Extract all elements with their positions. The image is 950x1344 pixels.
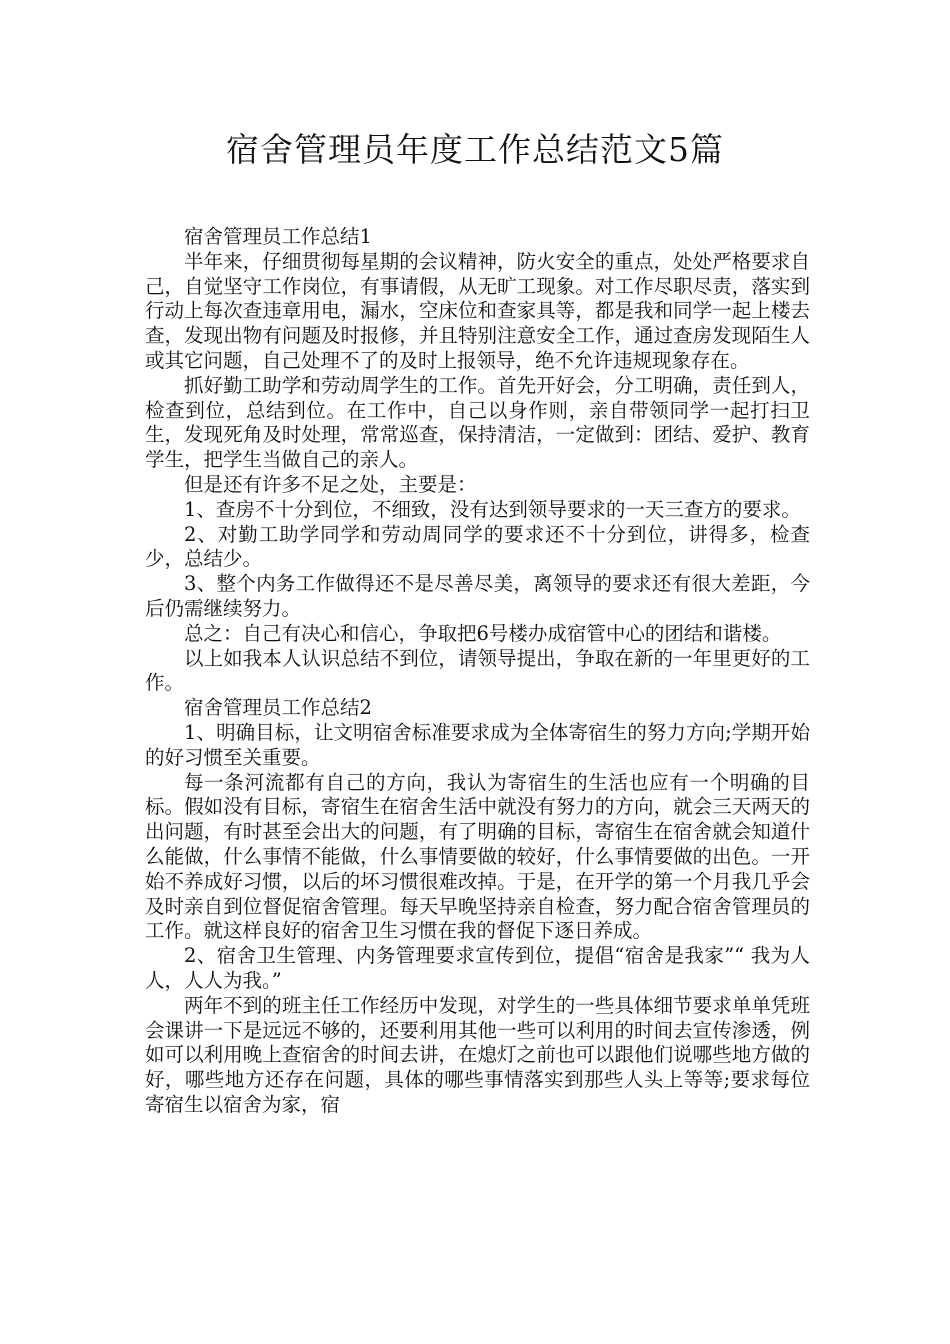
list-item: 1、查房不十分到位，不细致，没有达到领导要求的一天三查方的要求。 [184,497,801,521]
paragraph: 两年不到的班主任工作经历中发现，对学生的一些具体细节要求单单凭班会课讲一下是远远不够的，还要利用其他一些可以利用的时间去宣传渗透，例如可以利用晚上查宿舍的时间去讲，在熄灯之前也可以跟他们说哪些地方做的好，哪些地方还存在问题，具体的哪些事情落实到那些人头上等等;要求每位寄宿生以宿舍为家，宿 [145,993,810,1116]
document-title: 宿舍管理员年度工作总结范文5篇 [226,130,724,169]
paragraph: 抓好勤工助学和劳动周学生的工作。首先开好会，分工明确，责任到人，检查到位，总结到位。在工作中，自己以身作则，亲自带领同学一起打扫卫生，发现死角及时处理，常常巡查，保持清洁，一定做到：团结、爱护、教育学生，把学生当做自己的亲人。 [145,373,810,472]
paragraph: 每一条河流都有自己的方向，我认为寄宿生的生活也应有一个明确的目标。假如没有目标，寄宿生在宿舍生活中就没有努力的方向，就会三天两天的出问题，有时甚至会出大的问题，有了明确的目标，寄宿生在宿舍就会知道什么能做，什么事情不能做，什么事情要做的较好，什么事情要做的出色。一开始不养成好习惯，以后的坏习惯很难改掉。于是，在开学的第一个月我几乎会及时亲自到位督促宿舍管理。每天早晚坚持亲自检查，努力配合宿舍管理员的工作。就这样良好的宿舍卫生习惯在我的督促下逐日养成。 [145,770,810,943]
list-item: 2、宿舍卫生管理、内务管理要求宣传到位，提倡“宿舍是我家”“ 我为人人，人人为我。” [145,944,810,992]
section-heading-1: 宿舍管理员工作总结1 [184,225,372,248]
list-item: 1、明确目标，让文明宿舍标准要求成为全体寄宿生的努力方向;学期开始的好习惯至关重要。 [145,720,810,769]
list-item: 3、整个内务工作做得还不是尽善尽美，离领导的要求还有很大差距，今后仍需继续努力。 [145,572,810,620]
paragraph: 但是还有许多不足之处，主要是： [184,472,477,496]
paragraph: 半年来，仔细贯彻每星期的会议精神，防火安全的重点，处处严格要求自己，自觉坚守工作岗位，有事请假，从无旷工现象。对工作尽职尽责，落实到行动上每次查违章用电，漏水，空床位和查家具等，都是我和同学一起上楼去查，发现出物有问题及时报修，并且特别注意安全工作，通过查房发现陌生人或其它问题，自己处理不了的及时上报领导，绝不允许违规现象存在。 [145,249,810,372]
document-body [145,225,810,1118]
paragraph: 总之：自己有决心和信心，争取把6号楼办成宿管中心的团结和谐楼。 [184,621,782,645]
section-heading-2: 宿舍管理员工作总结2 [184,696,372,720]
list-item: 2、对勤工助学同学和劳动周同学的要求还不十分到位，讲得多，检查少，总结少。 [145,522,810,571]
paragraph: 以上如我本人认识总结不到位，请领导提出，争取在新的一年里更好的工作。 [145,646,810,695]
